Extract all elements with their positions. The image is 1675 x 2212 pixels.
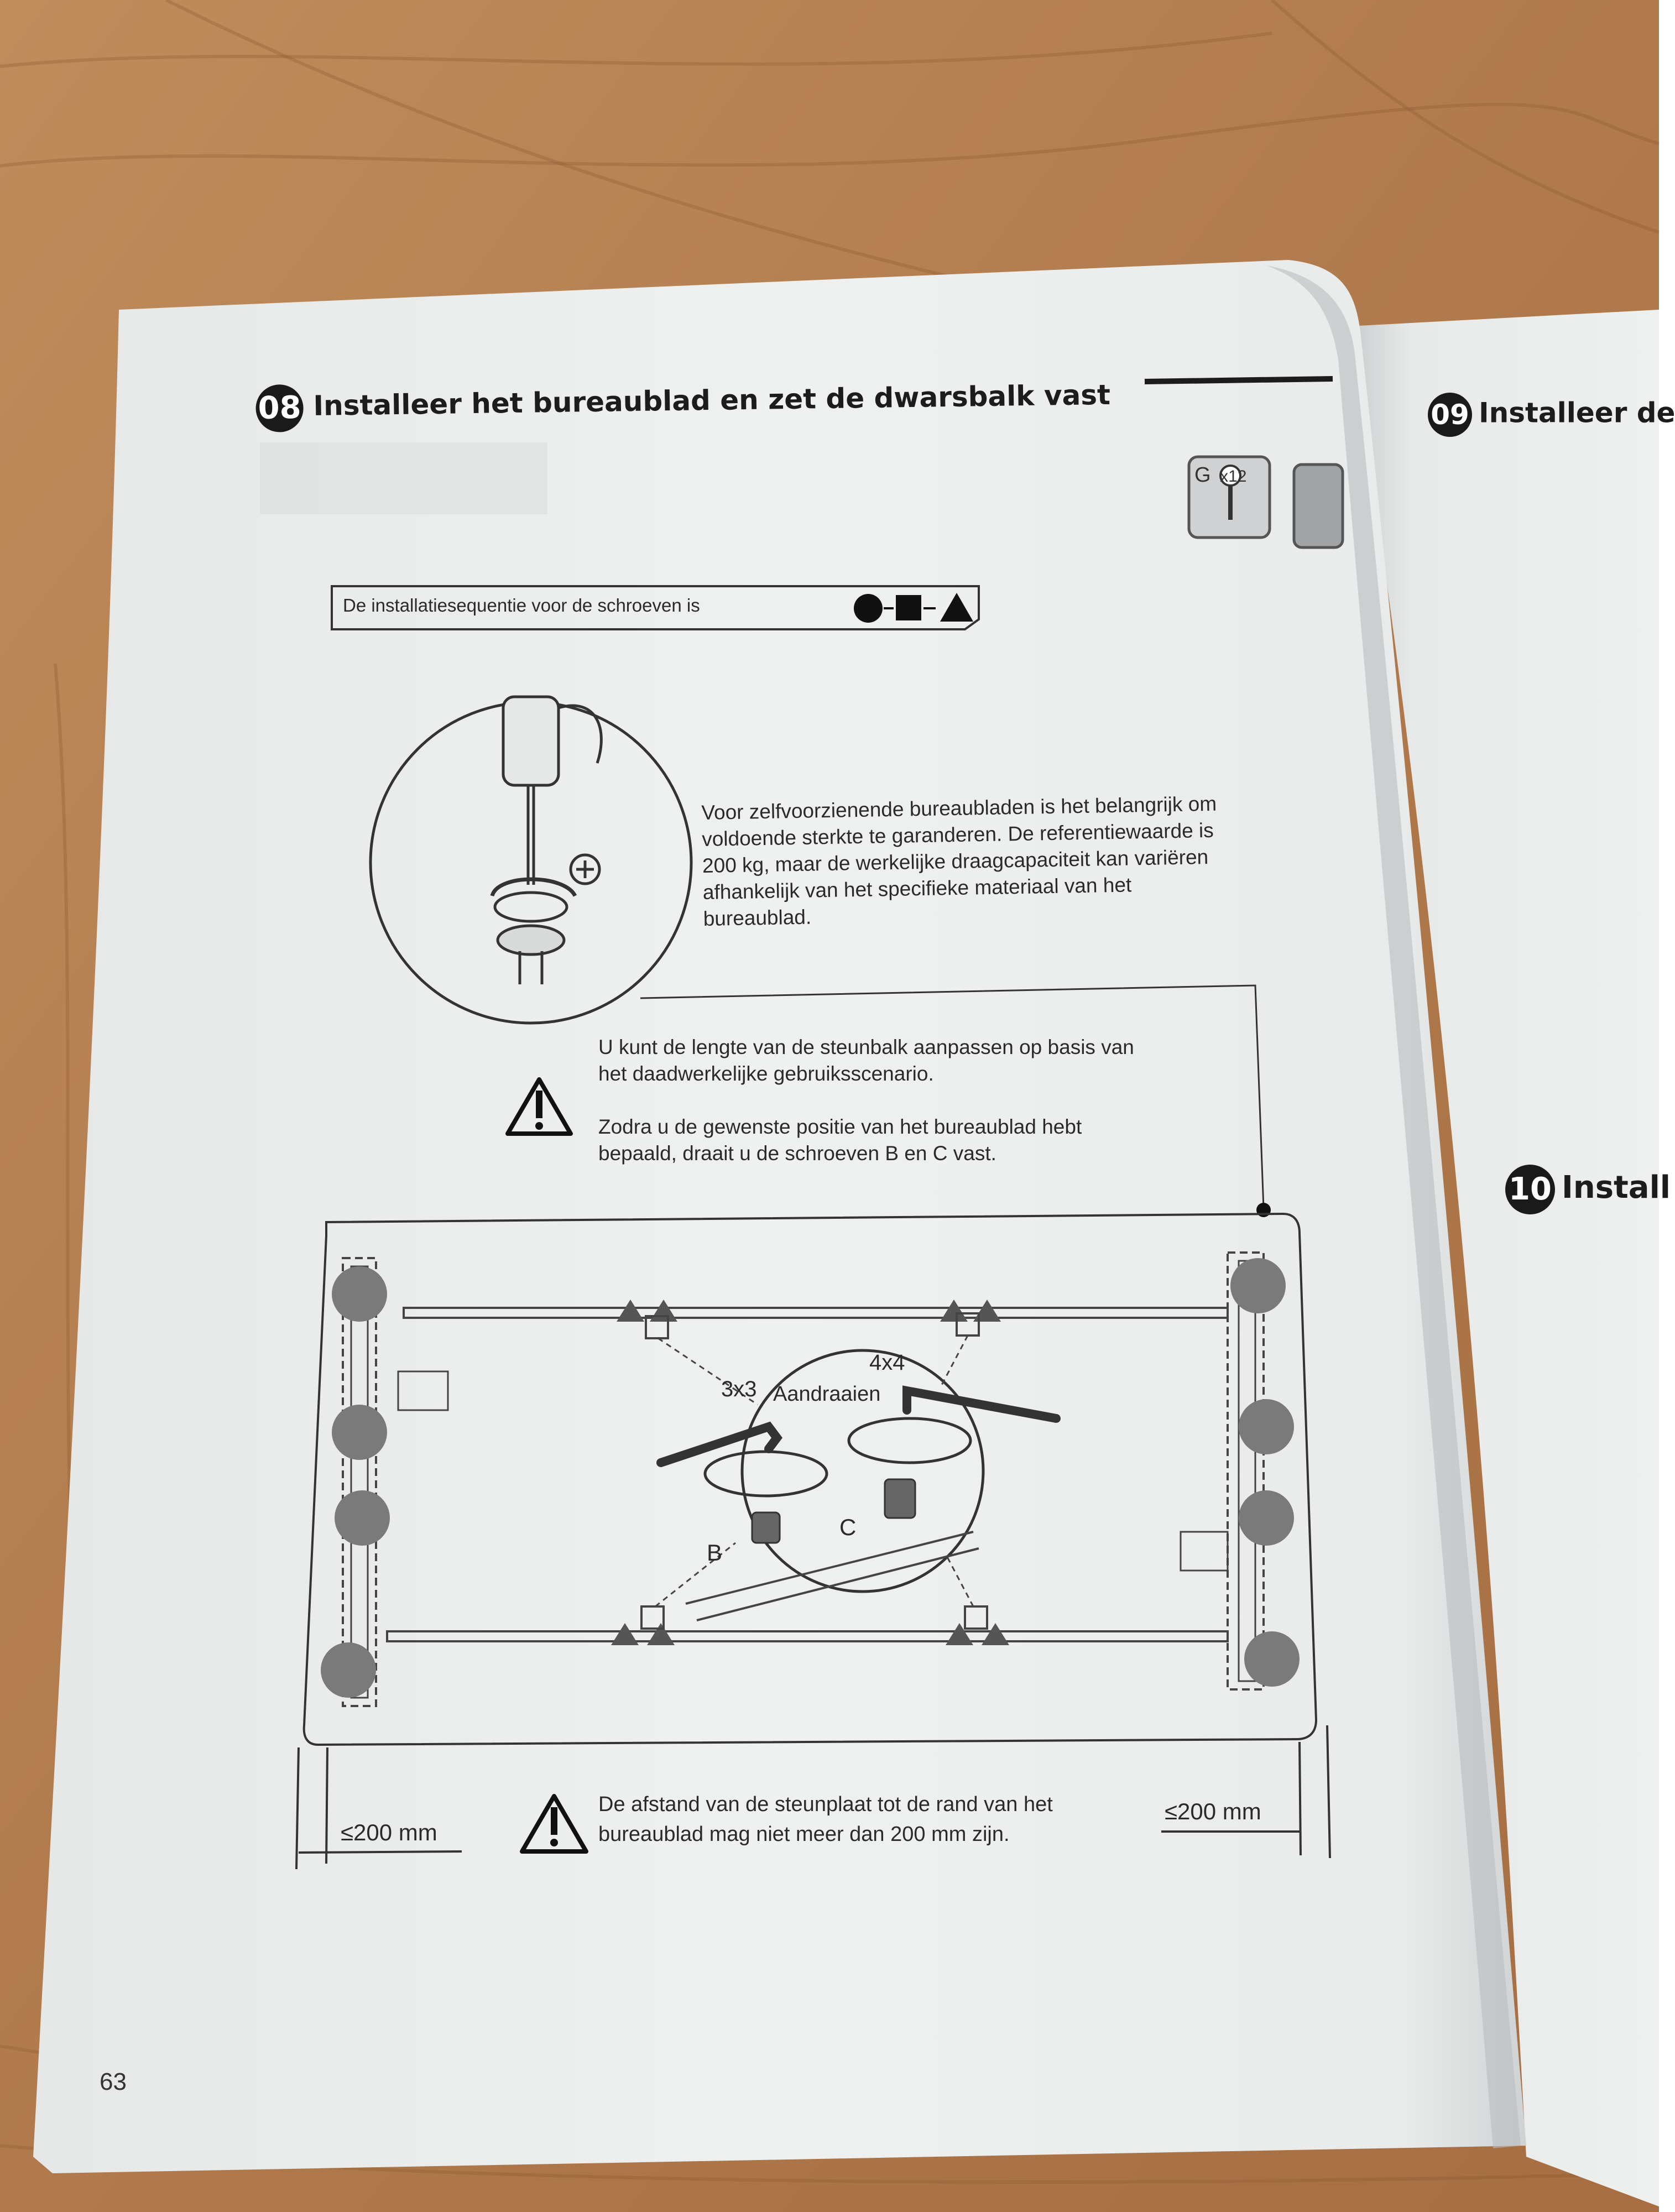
step-09-title: Installeer de xyxy=(1479,397,1675,429)
step-09-number-badge: 09 xyxy=(1428,393,1472,437)
page-number: 63 xyxy=(100,2068,127,2095)
step-10-title: Install xyxy=(1562,1170,1671,1206)
strength-note: Voor zelfvoorzienende bureaubladen is het belangrijk om voldoende sterkte te garanderen. De referentiewaarde is 200 kg, maar de werkelijke draagcapaciteit kan variëren afhankelijk van het specifieke materiaal van het bureaublad. xyxy=(701,792,1217,930)
screw-b-label: B xyxy=(707,1540,723,1566)
part-letter: G xyxy=(1194,463,1211,487)
part-badge-label xyxy=(1194,463,1247,487)
step-number-badge: 08 xyxy=(255,384,304,432)
distance-note: De afstand van de steunplaat tot de rand van het bureaublad mag niet meer dan 200 mm zijn. xyxy=(598,1793,1053,1846)
header-rule xyxy=(1145,379,1333,382)
step-title: Installeer het bureaublad en zet de dwarsbalk vast xyxy=(313,378,1111,422)
step-10-number-badge: 10 xyxy=(1505,1165,1555,1214)
warning-text-screws: Zodra u de gewenste positie van het bureaublad hebt bepaald, draait u de schroeven B en C vast. xyxy=(598,1115,1082,1165)
part-count: x12 xyxy=(1220,467,1247,486)
step-10-heading xyxy=(1505,1165,1671,1214)
ghost-block xyxy=(260,442,547,514)
tighten-label: Aandraaien xyxy=(773,1383,881,1406)
part-badge-next xyxy=(1294,465,1343,547)
distance-left-label: ≤200 mm xyxy=(341,1819,437,1845)
hex-key-4x4-label: 4x4 xyxy=(869,1350,905,1375)
circle-screw-icon xyxy=(854,594,883,623)
sequence-label: De installatiesequentie voor de schroeven is xyxy=(343,595,700,615)
square-screw-icon xyxy=(896,595,921,620)
hex-key-3x3-label: 3x3 xyxy=(721,1377,757,1401)
warning-text-length: U kunt de lengte van de steunbalk aanpassen op basis van het daadwerkelijke gebruiksscenario. xyxy=(598,1036,1134,1085)
step-09-heading xyxy=(1428,393,1675,437)
screw-c-label: C xyxy=(839,1514,857,1540)
distance-right-label: ≤200 mm xyxy=(1165,1798,1261,1824)
